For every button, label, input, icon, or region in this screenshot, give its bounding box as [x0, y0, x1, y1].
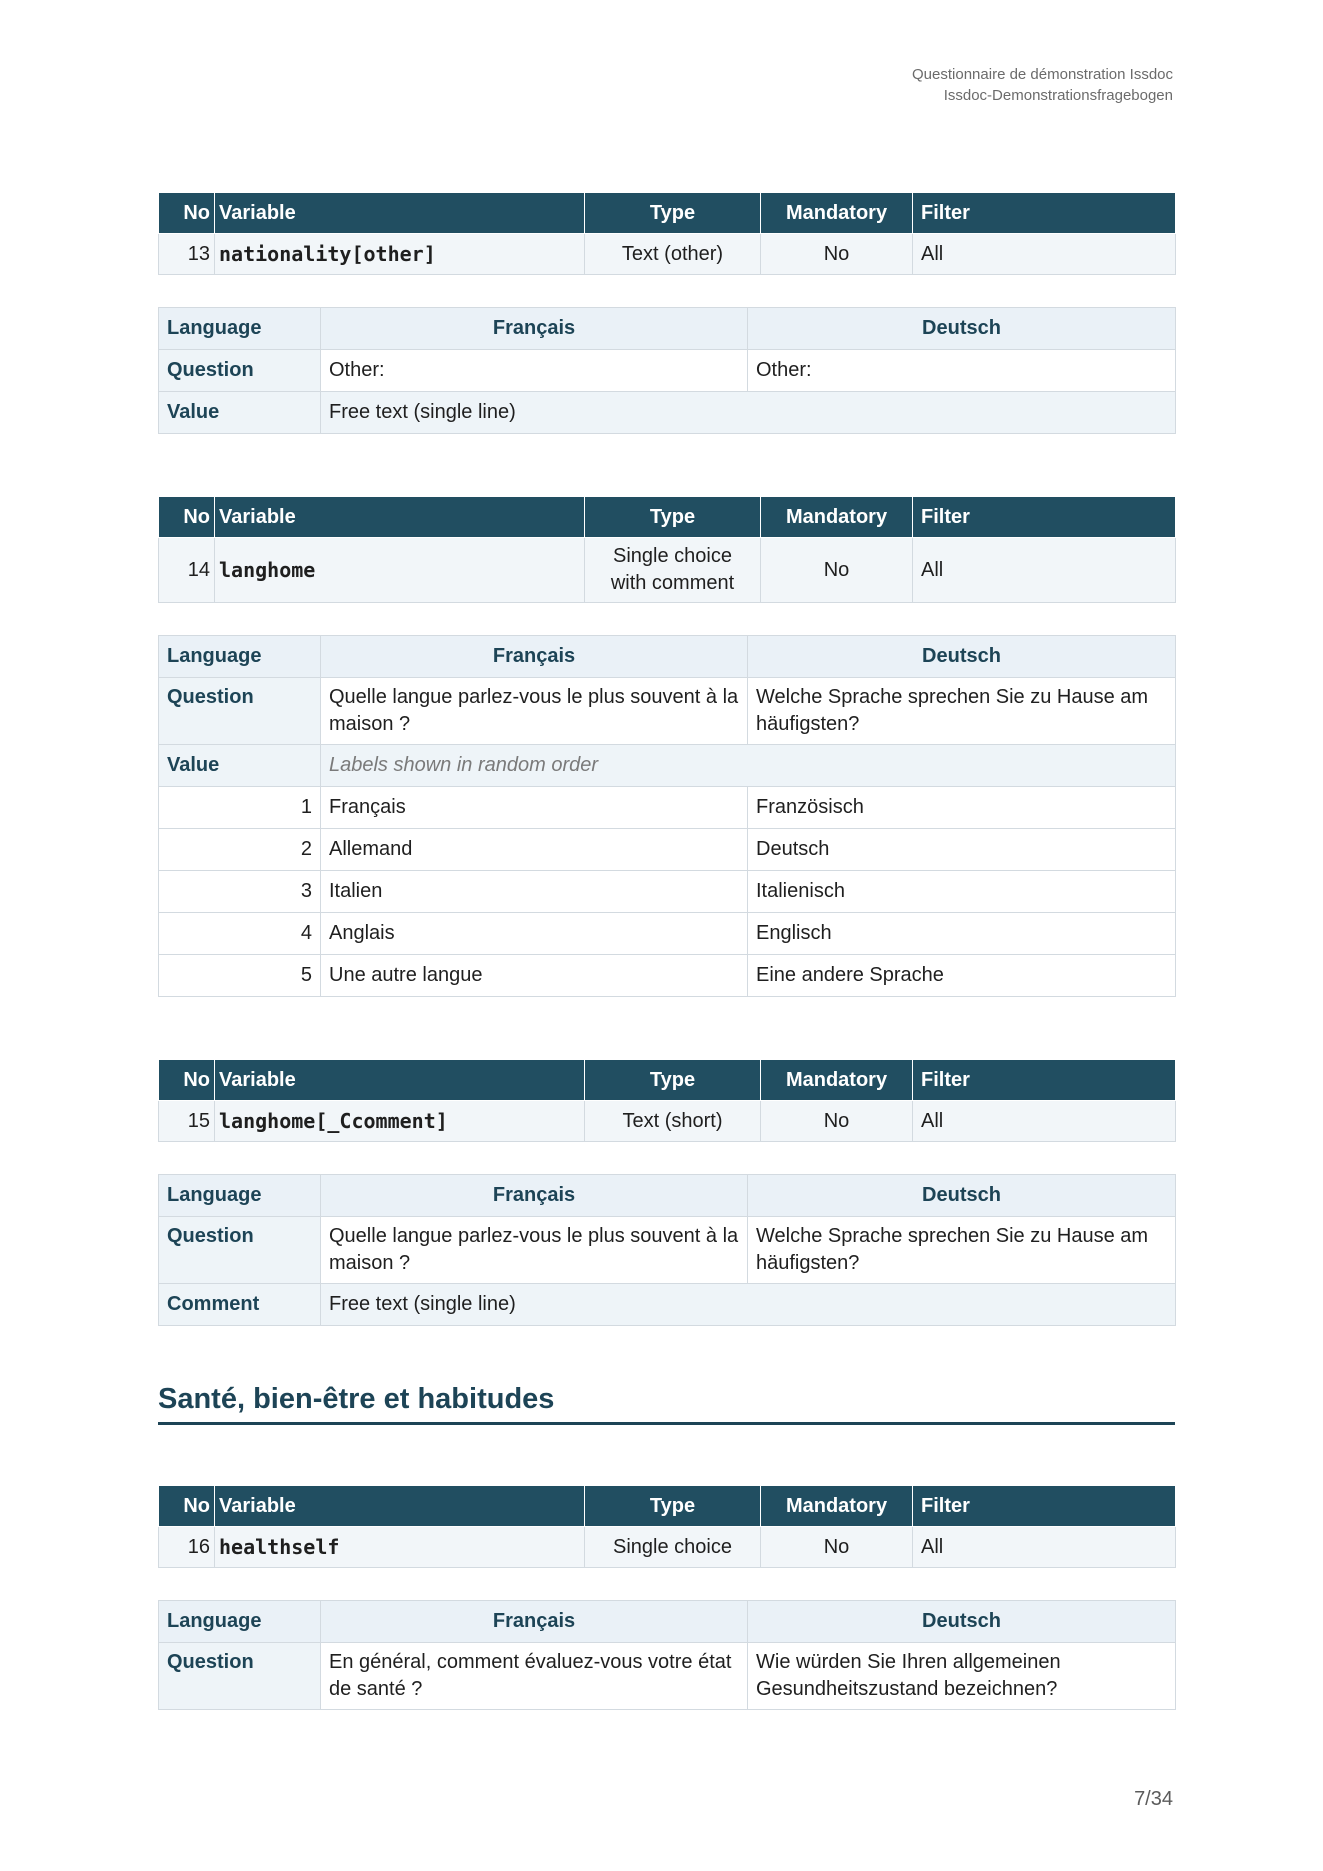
language-table-header	[159, 636, 1176, 678]
col-french: Français	[321, 636, 748, 678]
value-label: Value	[159, 745, 321, 787]
variable-name: nationality[other]	[215, 234, 585, 275]
language-table-16	[158, 1600, 1176, 1710]
option-de: Deutsch	[748, 829, 1176, 871]
option-de: Eine andere Sprache	[748, 955, 1176, 997]
col-filter: Filter	[913, 1486, 1176, 1527]
variable-type: Text (other)	[585, 234, 761, 275]
question-fr: Quelle langue parlez-vous le plus souvent à la maison ?	[321, 1217, 748, 1284]
col-mandatory: Mandatory	[761, 1486, 913, 1527]
question-label: Question	[159, 1217, 321, 1284]
variable-table-header	[159, 497, 1176, 538]
variable-type: Single choice with comment	[585, 538, 761, 603]
option-code: 2	[159, 829, 321, 871]
option-de: Französisch	[748, 787, 1176, 829]
comment-row	[159, 1284, 1176, 1326]
variable-type: Single choice	[585, 1527, 761, 1568]
col-filter: Filter	[913, 193, 1176, 234]
option-row	[159, 955, 1176, 997]
variable-table-13	[158, 192, 1176, 275]
question-de: Welche Sprache sprechen Sie zu Hause am häufigsten?	[748, 678, 1176, 745]
col-variable: Variable	[215, 1486, 585, 1527]
variable-table-header	[159, 193, 1176, 234]
question-de: Wie würden Sie Ihren allgemeinen Gesundheitszustand bezeichnen?	[748, 1643, 1176, 1710]
question-de: Welche Sprache sprechen Sie zu Hause am häufigsten?	[748, 1217, 1176, 1284]
language-table-15	[158, 1174, 1176, 1326]
value-row	[159, 392, 1176, 434]
variable-name: healthself	[215, 1527, 585, 1568]
header-title-fr: Questionnaire de démonstration Issdoc	[912, 66, 1173, 83]
variable-table-14	[158, 496, 1176, 603]
col-language: Language	[159, 636, 321, 678]
variable-table-header	[159, 1486, 1176, 1527]
variable-table-15	[158, 1059, 1176, 1142]
variable-name: langhome[_Ccomment]	[215, 1101, 585, 1142]
language-table-14	[158, 635, 1176, 997]
variable-row	[159, 538, 1176, 603]
option-row	[159, 913, 1176, 955]
question-fr: Quelle langue parlez-vous le plus souvent à la maison ?	[321, 678, 748, 745]
value-label: Value	[159, 392, 321, 434]
value-note: Labels shown in random order	[321, 745, 1176, 787]
col-type: Type	[585, 497, 761, 538]
variable-filter: All	[913, 1527, 1176, 1568]
col-variable: Variable	[215, 193, 585, 234]
col-language: Language	[159, 1601, 321, 1643]
variable-no: 13	[159, 234, 215, 275]
variable-row	[159, 1527, 1176, 1568]
language-table-header	[159, 1601, 1176, 1643]
col-french: Français	[321, 308, 748, 350]
col-type: Type	[585, 1060, 761, 1101]
col-mandatory: Mandatory	[761, 497, 913, 538]
language-table-header	[159, 308, 1176, 350]
comment-label: Comment	[159, 1284, 321, 1326]
language-table-header	[159, 1175, 1176, 1217]
value-text: Free text (single line)	[321, 392, 1176, 434]
option-de: Englisch	[748, 913, 1176, 955]
question-row	[159, 1643, 1176, 1710]
variable-no: 14	[159, 538, 215, 603]
col-filter: Filter	[913, 1060, 1176, 1101]
page-number: 7/34	[1134, 1788, 1173, 1810]
variable-mandatory: No	[761, 1101, 913, 1142]
variable-filter: All	[913, 234, 1176, 275]
option-de: Italienisch	[748, 871, 1176, 913]
col-german: Deutsch	[748, 636, 1176, 678]
option-fr: Italien	[321, 871, 748, 913]
variable-row	[159, 234, 1176, 275]
comment-text: Free text (single line)	[321, 1284, 1176, 1326]
question-label: Question	[159, 1643, 321, 1710]
variable-name: langhome	[215, 538, 585, 603]
col-french: Français	[321, 1601, 748, 1643]
question-fr: En général, comment évaluez-vous votre état de santé ?	[321, 1643, 748, 1710]
col-type: Type	[585, 193, 761, 234]
question-fr: Other:	[321, 350, 748, 392]
col-no: No	[159, 1060, 215, 1101]
variable-table-header	[159, 1060, 1176, 1101]
variable-type: Text (short)	[585, 1101, 761, 1142]
col-variable: Variable	[215, 497, 585, 538]
col-language: Language	[159, 1175, 321, 1217]
variable-mandatory: No	[761, 1527, 913, 1568]
variable-filter: All	[913, 1101, 1176, 1142]
page-header	[912, 64, 1173, 106]
option-code: 4	[159, 913, 321, 955]
option-fr: Français	[321, 787, 748, 829]
question-de: Other:	[748, 350, 1176, 392]
col-german: Deutsch	[748, 308, 1176, 350]
col-type: Type	[585, 1486, 761, 1527]
question-row	[159, 1217, 1176, 1284]
variable-table-16	[158, 1485, 1176, 1568]
option-fr: Une autre langue	[321, 955, 748, 997]
col-variable: Variable	[215, 1060, 585, 1101]
col-filter: Filter	[913, 497, 1176, 538]
variable-no: 16	[159, 1527, 215, 1568]
option-fr: Anglais	[321, 913, 748, 955]
variable-row	[159, 1101, 1176, 1142]
col-german: Deutsch	[748, 1175, 1176, 1217]
variable-no: 15	[159, 1101, 215, 1142]
question-row	[159, 678, 1176, 745]
option-row	[159, 829, 1176, 871]
col-mandatory: Mandatory	[761, 1060, 913, 1101]
variable-mandatory: No	[761, 234, 913, 275]
option-code: 5	[159, 955, 321, 997]
question-label: Question	[159, 678, 321, 745]
header-title-de: Issdoc-Demonstrationsfragebogen	[943, 87, 1173, 104]
variable-filter: All	[913, 538, 1176, 603]
language-table-13	[158, 307, 1176, 434]
question-label: Question	[159, 350, 321, 392]
col-language: Language	[159, 308, 321, 350]
col-no: No	[159, 497, 215, 538]
document-body	[158, 192, 1175, 1710]
option-code: 3	[159, 871, 321, 913]
variable-mandatory: No	[761, 538, 913, 603]
option-row	[159, 871, 1176, 913]
option-row	[159, 787, 1176, 829]
col-mandatory: Mandatory	[761, 193, 913, 234]
col-no: No	[159, 193, 215, 234]
value-row	[159, 745, 1176, 787]
section-title: Santé, bien-être et habitudes	[158, 1382, 1175, 1425]
option-fr: Allemand	[321, 829, 748, 871]
question-row	[159, 350, 1176, 392]
col-german: Deutsch	[748, 1601, 1176, 1643]
col-no: No	[159, 1486, 215, 1527]
col-french: Français	[321, 1175, 748, 1217]
option-code: 1	[159, 787, 321, 829]
